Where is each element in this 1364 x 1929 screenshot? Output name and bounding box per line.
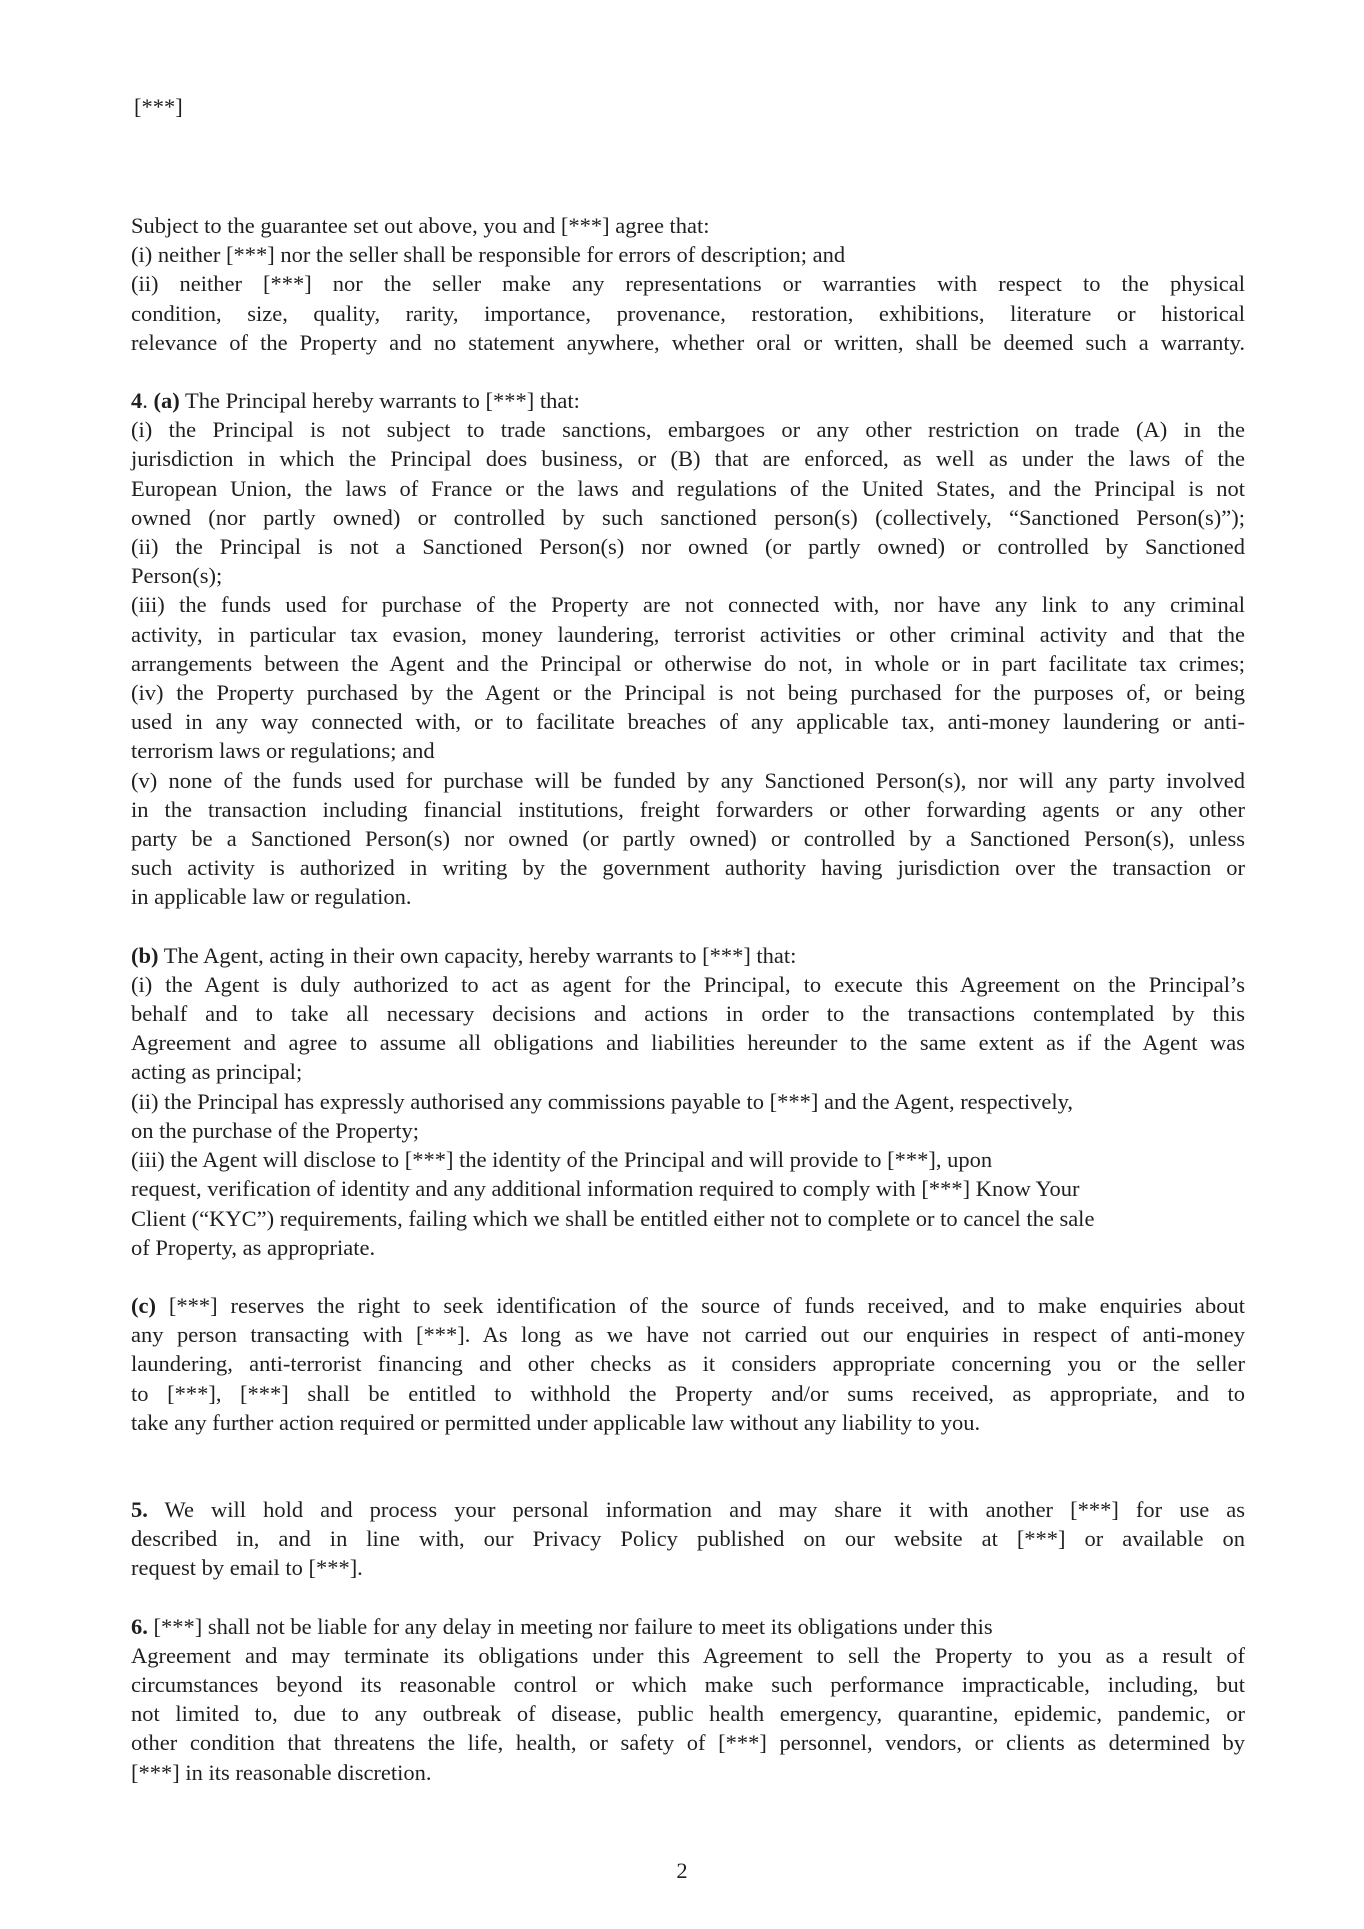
section-4b-heading <box>131 941 1245 970</box>
section-5-first-line <box>131 1495 1245 1524</box>
clause-label: (c) <box>131 1292 156 1318</box>
document-body <box>131 211 1245 1787</box>
text-line: party be a Sanctioned Person(s) nor owned (or partly owned) or controlled by a Sanctioned Person(s), unless <box>131 826 1245 852</box>
text-line: Person(s); <box>131 563 223 589</box>
text-line: Client (“KYC”) requirements, failing which we shall be entitled either not to complete or to cancel the sale <box>131 1205 1095 1231</box>
text-line: (i) the Agent is duly authorized to act as agent for the Principal, to execute this Agreement on the Principal’s <box>131 971 1245 997</box>
text-line: laundering, anti-terrorist financing and other checks as it considers appropriate concerning you or the seller <box>131 1351 1245 1377</box>
heading-text: [***] reserves the right to seek identification of the source of funds received, and to make enquiries about <box>155 1292 1245 1318</box>
text-line: activity, in particular tax evasion, money laundering, terrorist activities or other criminal activity and that the <box>131 621 1245 647</box>
text-line: on the purchase of the Property; <box>131 1117 420 1143</box>
text-line: condition, size, quality, rarity, importance, provenance, restoration, exhibitions, literature or historical <box>131 300 1245 326</box>
text-line: owned (nor partly owned) or controlled by such sanctioned person(s) (collectively, “Sanctioned Person(s)”); <box>131 504 1245 530</box>
text-line: acting as principal; <box>131 1059 303 1085</box>
section-number: 4 <box>131 388 143 414</box>
text-line: such activity is authorized in writing by the government authority having jurisdiction over the transaction or <box>131 855 1245 881</box>
text-line: used in any way connected with, or to facilitate breaches of any applicable tax, anti-money laundering or anti- <box>131 709 1245 735</box>
text-line: (ii) the Principal is not a Sanctioned Person(s) nor owned (or partly owned) or controlled by Sanctioned <box>131 534 1245 560</box>
section-4c-first-line <box>131 1291 1245 1320</box>
text-line: described in, and in line with, our Privacy Policy published on our website at [***] or available on <box>131 1526 1245 1552</box>
section-number: 6. <box>131 1613 148 1639</box>
section-6 <box>131 1612 1245 1787</box>
section-5 <box>131 1495 1245 1583</box>
text-line: circumstances beyond its reasonable control or which make such performance impracticable, including, but <box>131 1671 1245 1697</box>
heading-text: We will hold and process your personal information and may share it with another [***] for use as <box>147 1496 1245 1522</box>
text-line: relevance of the Property and no statement anywhere, whether oral or written, shall be deemed such a warranty. <box>131 329 1245 355</box>
text-line: Subject to the guarantee set out above, you and [***] agree that: <box>131 213 710 238</box>
text-line: in applicable law or regulation. <box>131 884 412 910</box>
section-4c <box>131 1291 1245 1437</box>
clause-label: (a) <box>153 388 180 414</box>
section-4b <box>131 941 1245 1262</box>
section-number: 5. <box>131 1496 148 1522</box>
heading-text: The Principal hereby warrants to [***] that: <box>179 388 580 414</box>
text-line: terrorism laws or regulations; and <box>131 738 435 764</box>
text-line: of Property, as appropriate. <box>131 1234 376 1260</box>
text-line: (iv) the Property purchased by the Agent or the Principal is not being purchased for the purposes of, or being <box>131 680 1245 706</box>
text-line: [***] in its reasonable discretion. <box>131 1759 432 1785</box>
text-line: (i) the Principal is not subject to trade sanctions, embargoes or any other restriction on trade (A) in the <box>131 417 1245 443</box>
redaction-header: [***] <box>134 94 183 119</box>
text-line: (ii) the Principal has expressly authorised any commissions payable to [***] and the Agent, respectively, <box>131 1088 1074 1114</box>
text-line: take any further action required or permitted under applicable law without any liability to you. <box>131 1409 981 1435</box>
section-6-first-line <box>131 1612 1245 1641</box>
text-line: (iii) the Agent will disclose to [***] the identity of the Principal and will provide to [***], upon <box>131 1147 993 1173</box>
text-line: (iii) the funds used for purchase of the Property are not connected with, nor have any link to any criminal <box>131 592 1245 618</box>
text-line: European Union, the laws of France or the laws and regulations of the United States, and the Principal is not <box>131 475 1245 501</box>
page-number: 2 <box>676 1858 688 1883</box>
text-line: (ii) neither [***] nor the seller make any representations or warranties with respect to the physical <box>131 271 1245 297</box>
text-line: Agreement and agree to assume all obligations and liabilities hereunder to the same extent as if the Agent was <box>131 1030 1245 1056</box>
heading-text: The Agent, acting in their own capacity, hereby warrants to [***] that: <box>158 942 797 968</box>
text-line: other condition that threatens the life, health, or safety of [***] personnel, vendors, or clients as determined by <box>131 1730 1245 1756</box>
clause-label: (b) <box>131 942 159 968</box>
text-line: in the transaction including financial institutions, freight forwarders or other forwarding agents or any other <box>131 796 1245 822</box>
text-line: request by email to [***]. <box>131 1555 363 1581</box>
section-4a <box>131 386 1245 912</box>
section-4a-heading: 4. (a) The Principal hereby warrants to [***] that: <box>131 388 580 414</box>
text-line: not limited to, due to any outbreak of disease, public health emergency, quarantine, epidemic, pandemic, or <box>131 1701 1245 1727</box>
text-line: behalf and to take all necessary decisions and actions in order to the transactions contemplated by this <box>131 1001 1245 1027</box>
text-line: to [***], [***] shall be entitled to withhold the Property and/or sums received, as appropriate, and to <box>131 1380 1245 1406</box>
text-line: any person transacting with [***]. As long as we have not carried out our enquiries in respect of anti-money <box>131 1322 1245 1348</box>
text-line: Agreement and may terminate its obligations under this Agreement to sell the Property to you as a result of <box>131 1642 1245 1668</box>
text-line: (v) none of the funds used for purchase will be funded by any Sanctioned Person(s), nor will any party involved <box>131 767 1245 793</box>
heading-text: [***] shall not be liable for any delay in meeting nor failure to meet its obligations under this <box>147 1613 993 1639</box>
text-line: arrangements between the Agent and the Principal or otherwise do not, in whole or in part facilitate tax crimes; <box>131 650 1245 676</box>
text-line: jurisdiction in which the Principal does business, or (B) that are enforced, as well as under the laws of the <box>131 446 1245 472</box>
intro-paragraph <box>131 211 1245 357</box>
text-line: request, verification of identity and any additional information required to comply with [***] Know Your <box>131 1176 1080 1202</box>
text-line: (i) neither [***] nor the seller shall be responsible for errors of description; and <box>131 242 846 268</box>
